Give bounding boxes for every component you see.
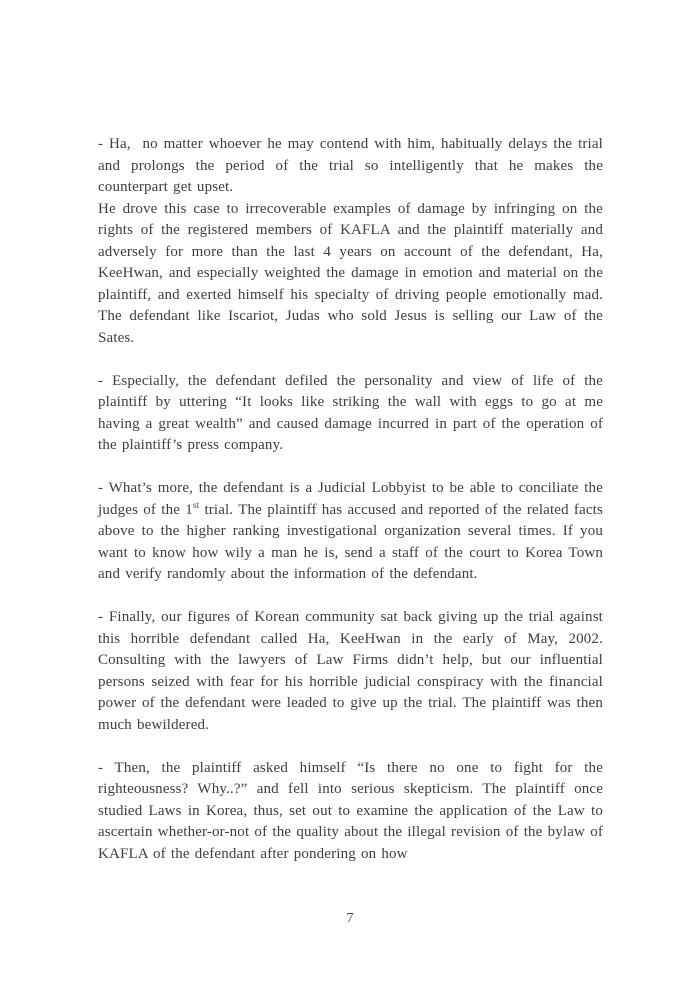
- text-run: - Especially, the defendant defiled the personality and view of life of the plaintiff by uttering “It looks like striking the wall with eggs to go at me having a great wealth” and caused damage incurred in part of the operation of the plaintiff’s press company.: [98, 372, 603, 453]
- text-run: - Then, the plaintiff asked himself “Is there no one to fight for the righteousness? Why..?” and fell into serious skepticism. The plaintiff once studied Laws in Korea, thus, set out to examine the application of the Law to ascertain whether-or-not of the quality about the illegal revision of the bylaw of KAFLA of the defendant after pondering on how: [98, 759, 603, 862]
- paragraph-ha-delays: [98, 134, 603, 199]
- paragraph-finally: [98, 607, 603, 736]
- paragraph-whats-more: [98, 478, 603, 586]
- paragraph-he-drove: [98, 199, 603, 350]
- ordinal-superscript: st: [192, 500, 200, 511]
- document-body: [98, 134, 603, 865]
- text-run: - Ha, no matter whoever he may contend with him, habitually delays the trial and prolongs the period of the trial so intelligently that he makes the counterpart get upset.: [98, 136, 603, 195]
- text-run: trial. The plaintiff has accused and reported of the related facts above to the higher ranking investigational organization several times. If you want to know how wily a man he is, send a staff of the court to Korea Town and verify randomly about the information of the defendant.: [98, 501, 603, 582]
- text-run: - Finally, our figures of Korean community sat back giving up the trial against this horrible defendant called Ha, KeeHwan in the early of May, 2002. Consulting with the lawyers of Law Firms didn’t help, but our influential persons seized with fear for his horrible judicial conspiracy with the financial power of the defendant were leaded to give up the trial. The plaintiff was then much bewildered.: [98, 609, 603, 733]
- paragraph-especially: [98, 371, 603, 457]
- paragraph-then: [98, 758, 603, 866]
- page-number: 7: [346, 911, 354, 926]
- text-run: He drove this case to irrecoverable examples of damage by infringing on the rights of the registered members of KAFLA and the plaintiff materially and adversely for more than the last 4 years on account of the defendant, Ha, KeeHwan, and especially weighted the damage in emotion and material on the plaintiff, and exerted himself his specialty of driving people emotionally mad. The defendant like Iscariot, Judas who sold Jesus is selling our Law of the Sates.: [98, 200, 603, 346]
- text-run: - What’s more, the defendant is a Judicial Lobbyist to be able to conciliate the judges of the 1: [98, 480, 603, 518]
